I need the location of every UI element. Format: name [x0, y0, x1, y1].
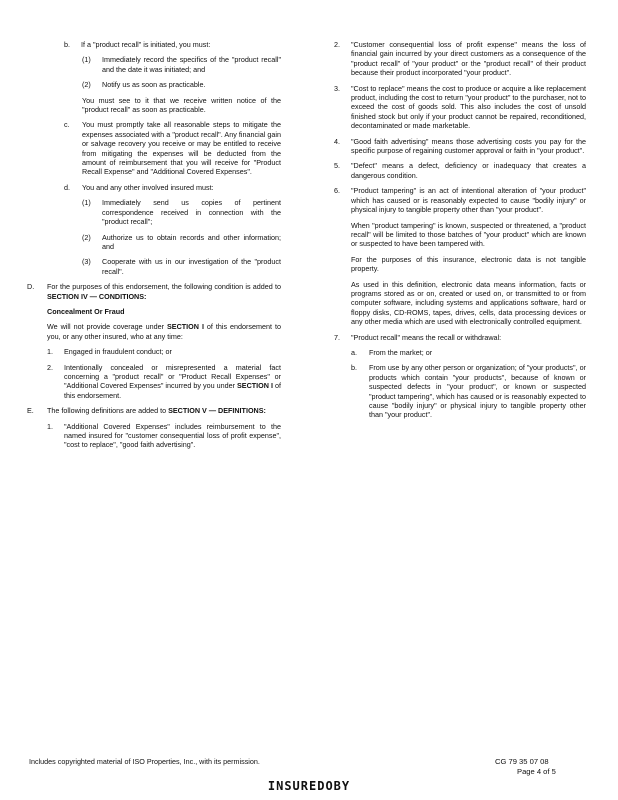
item-c: [27, 120, 281, 176]
definition-7a-label: a.: [351, 347, 357, 357]
definition-1-label: 1.: [47, 421, 53, 431]
item-d3: [27, 257, 281, 276]
item-b1: [27, 55, 281, 74]
concealment-text-post: of this endorsement to you, or any other insured, who at any time:: [47, 322, 281, 341]
item-d2: [27, 233, 281, 252]
section-D-text: For the purposes of this endorsement, the following condition is added to: [47, 282, 281, 292]
definition-5: [334, 161, 586, 180]
item-d: [27, 183, 281, 192]
concealment-item-2-text-post: of this endorsement.: [64, 381, 281, 400]
section-E-ref: SECTION V — DEFINITIONS:: [168, 406, 266, 416]
definition-4-text: "Good faith advertising" means those advertising costs you pay for the specific purpose of regaining customer approval or faith in "your product".: [351, 136, 586, 156]
item-d-text: You and any other involved insured must:: [82, 182, 214, 192]
item-b-note: You must see to it that we receive written notice of the "product recall" as soon as practicable.: [82, 95, 281, 115]
concealment-heading: Concealment Or Fraud: [47, 306, 125, 316]
definition-7b: [334, 363, 586, 419]
section-E-label: E.: [27, 406, 34, 416]
item-c-label: c.: [64, 120, 70, 130]
definition-7b-label: b.: [351, 363, 357, 373]
definition-5-label: 5.: [334, 161, 340, 171]
definition-4-label: 4.: [334, 136, 340, 146]
definition-2-label: 2.: [334, 40, 340, 49]
definition-7: [334, 333, 586, 342]
concealment-section-ref: SECTION I: [167, 322, 204, 332]
concealment-item-2: [27, 363, 281, 401]
definition-2: [334, 40, 586, 78]
section-D-ref: SECTION IV — CONDITIONS:: [47, 291, 147, 301]
item-b-text: If a "product recall" is initiated, you must:: [81, 40, 211, 49]
item-d1-label: (1): [82, 198, 91, 208]
section-E-text: The following definitions are added to: [47, 406, 169, 416]
definition-6-para-2: When "product tampering" is known, suspected or threatened, a "product recall" will be limited to those batches of "your product" which are known or suspected to have been tampered with.: [351, 220, 586, 249]
item-b1-text: Immediately record the specifics of the "product recall" and the date it was initiated; and: [102, 55, 281, 74]
footer-form-info: [495, 757, 556, 777]
definition-1: [27, 422, 281, 450]
definition-7-text: "Product recall" means the recall or withdrawal:: [351, 332, 502, 342]
left-column: [27, 40, 281, 456]
definition-4: [334, 137, 586, 156]
item-b2-label: (2): [82, 80, 91, 90]
definition-6-label: 6.: [334, 186, 340, 196]
definition-5-text: "Defect" means a defect, deficiency or inadequacy that creates a dangerous condition.: [351, 161, 586, 180]
definition-7a-text: From the market; or: [369, 347, 433, 357]
item-b: [27, 40, 281, 49]
section-D: [27, 282, 281, 301]
definition-1-text: "Additional Covered Expenses" includes reimbursement to the named insured for "customer consequential loss of profit expense", "cost to replace", "good faith advertising".: [64, 421, 281, 450]
definition-3-text: "Cost to replace" means the cost to produce or acquire a like replacement product, including the cost to return "your product" to the purchaser, not to exceed the cost of goods sold. This also includes the cost of unsold finished stock but only if your product cannot be repaired, reconditioned, decontaminated or made marketable.: [351, 83, 586, 131]
concealment-text-pre: We will not provide coverage under: [47, 322, 168, 332]
item-d1-text: Immediately send us copies of pertinent correspondence received in connection with the "product recall";: [102, 198, 281, 227]
definition-6-text: "Product tampering" is an act of intentional alteration of "your product" which has caused or is reasonably expected to cause "bodily injury" or physical injury to tangible property other than "your product".: [351, 186, 586, 215]
item-d2-text: Authorize us to obtain records and other information; and: [102, 232, 281, 251]
definition-6-para-3: For the purposes of this insurance, electronic data is not tangible property.: [351, 254, 586, 274]
section-E: [27, 406, 281, 415]
definition-2-text: "Customer consequential loss of profit expense" means the loss of financial gain incurred by your direct customers as a consequence of the "product recall" of "your product" or the "product recall" of their product because their product incorporated "your product".: [351, 40, 586, 78]
item-d1: [27, 198, 281, 226]
item-d3-text: Cooperate with us in our investigation of the "product recall".: [102, 257, 281, 276]
concealment-item-1: [27, 347, 281, 356]
watermark-logo: INSUREDOBY: [267, 779, 351, 793]
definition-7a: [334, 348, 586, 357]
definition-6-para-4: As used in this definition, electronic data means information, facts or programs stored as or on, created or used on, or transmitted to or from computer software, including systems and applications software, hard or floppy disks, CD-ROMS, tapes, drives, cells, data processing devices or any other media which are used with electronically controlled equipment.: [351, 279, 586, 327]
item-b-marker: b.: [64, 40, 70, 49]
item-d3-label: (3): [82, 257, 91, 267]
page-number: Page 4 of 5: [517, 767, 556, 776]
section-D-label: D.: [27, 282, 35, 292]
concealment-item-1-text: Engaged in fraudulent conduct; or: [64, 347, 172, 357]
item-b2-text: Notify us as soon as practicable.: [102, 80, 206, 90]
item-c-text: You must promptly take all reasonable steps to mitigate the expenses associated with a "product recall". Any financial gain or salvage recovery you receive or may be entitled to receive from mitigating the expenses will be deducted from the amount of reimbursement that you will receive for "Product Recall Expense" and "Additional Covered Expenses".: [82, 120, 281, 177]
concealment-item-2-ref: SECTION I: [237, 381, 273, 391]
definition-3-label: 3.: [334, 83, 340, 93]
definition-7-label: 7.: [334, 332, 340, 342]
form-number: CG 79 35 07 08: [495, 757, 549, 766]
concealment-item-2-label: 2.: [47, 362, 53, 372]
definition-7b-text: From use by any other person or organization; of "your products", or products which contain "your products", because of known or suspected defects in "your product", or known or suspected "product tampering", which has caused or is reasonably expected to cause "bodily injury" or physical injury to tangible property other than "your product".: [369, 363, 586, 420]
concealment-item-1-label: 1.: [47, 347, 53, 357]
copyright-notice: Includes copyrighted material of ISO Properties, Inc., with its permission.: [29, 757, 260, 766]
definition-3: [334, 84, 586, 131]
right-column: [334, 40, 586, 426]
concealment-item-2-text: Intentionally concealed or misrepresented a material fact concerning a "product recall" or "Product Recall Expenses" or "Additional Covered Expenses" incurred by you under: [64, 362, 281, 391]
definition-6: [334, 186, 586, 214]
concealment-text: [27, 322, 281, 341]
item-d-label: d.: [64, 182, 70, 192]
item-d2-label: (2): [82, 232, 91, 242]
item-b2: [27, 80, 281, 89]
item-b1-label: (1): [82, 55, 91, 65]
